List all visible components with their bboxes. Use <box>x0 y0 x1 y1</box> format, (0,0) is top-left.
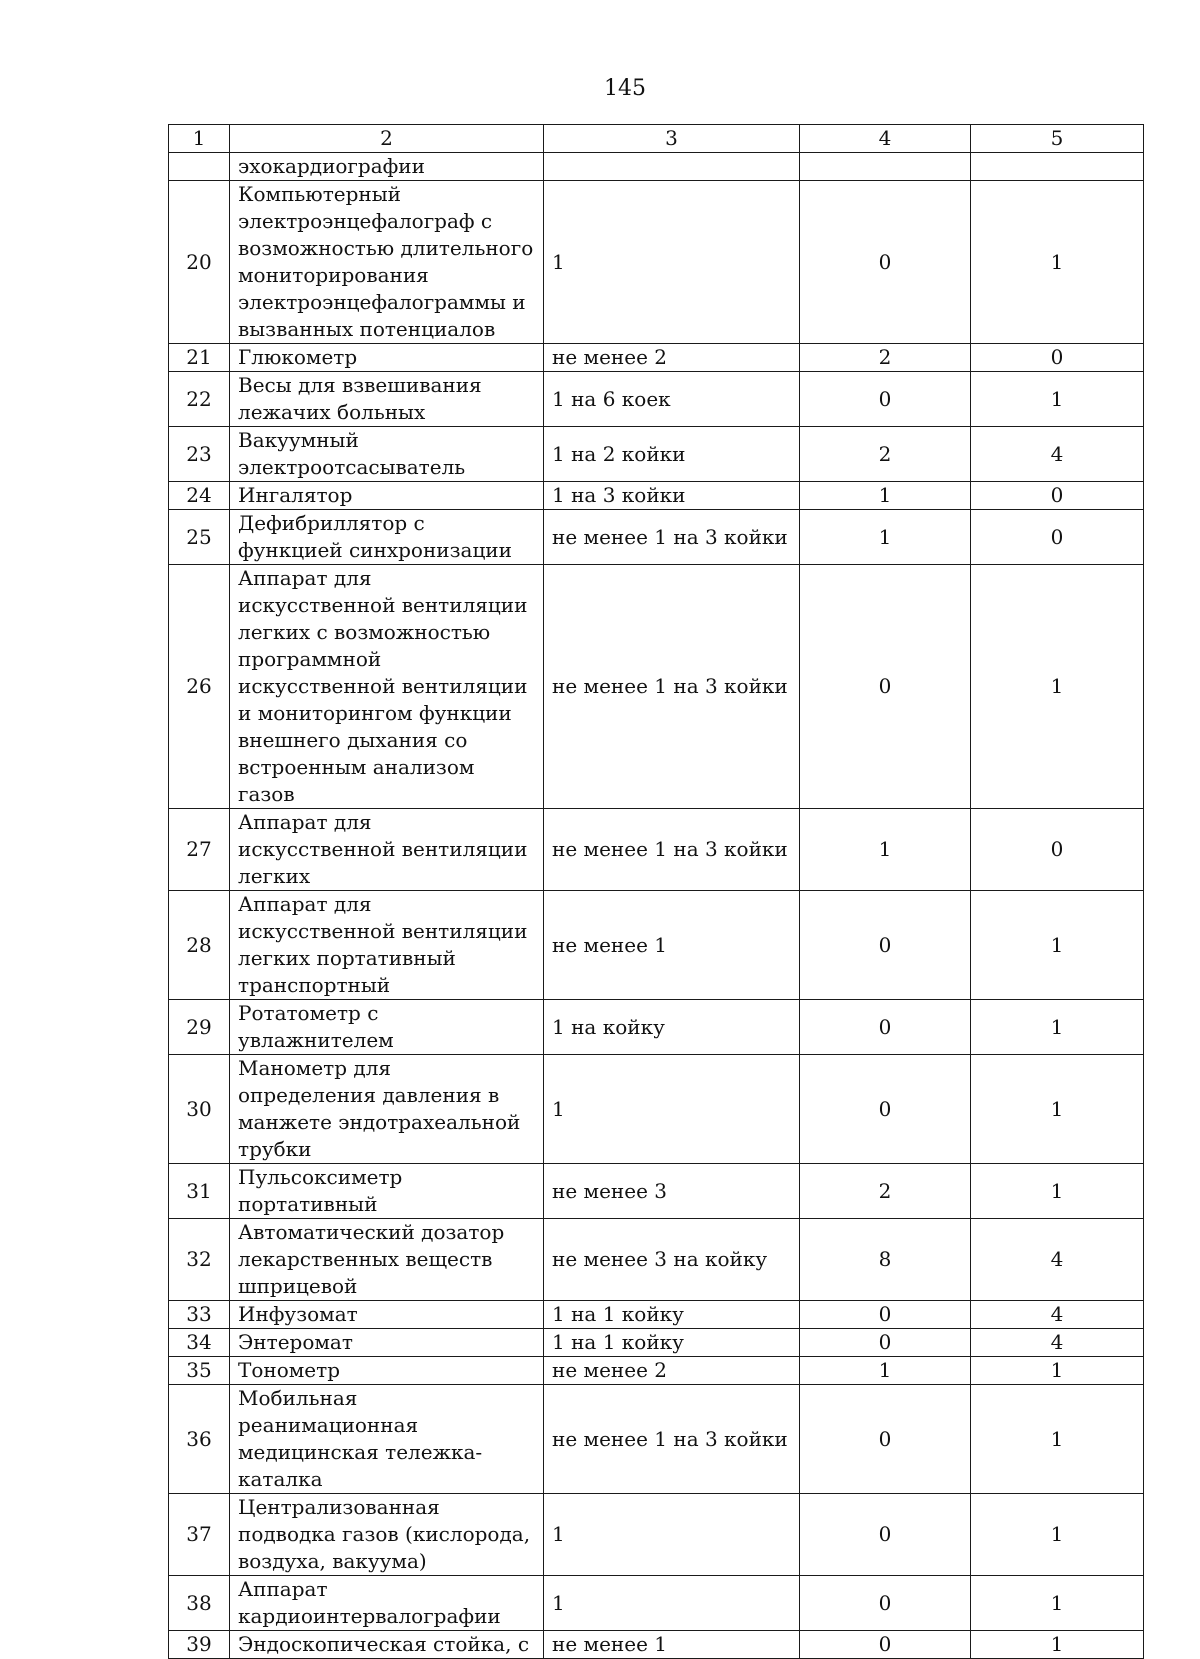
column-4-value-cell: 1 <box>800 482 971 510</box>
row-number-cell: 24 <box>169 482 230 510</box>
requirement-cell: не менее 2 <box>544 344 800 372</box>
equipment-name-cell: Дефибриллятор с функцией синхронизации <box>230 510 544 565</box>
requirement-cell: не менее 1 <box>544 1631 800 1659</box>
row-number-cell <box>169 153 230 181</box>
equipment-name-cell: Централизованная подводка газов (кислорода, воздуха, вакуума) <box>230 1494 544 1576</box>
column-5-value-cell <box>971 153 1144 181</box>
column-4-value-cell: 1 <box>800 510 971 565</box>
requirement-cell: 1 <box>544 1576 800 1631</box>
table-header-row <box>169 125 1144 153</box>
row-number-cell: 27 <box>169 809 230 891</box>
column-4-value-cell: 0 <box>800 1631 971 1659</box>
row-number-cell: 31 <box>169 1164 230 1219</box>
requirement-cell: 1 на койку <box>544 1000 800 1055</box>
column-4-value-cell: 0 <box>800 1055 971 1164</box>
column-5-value-cell: 0 <box>971 482 1144 510</box>
equipment-name-cell: Тонометр <box>230 1357 544 1385</box>
equipment-name-cell: Пульсоксиметр портативный <box>230 1164 544 1219</box>
column-header: 2 <box>230 125 544 153</box>
column-header: 5 <box>971 125 1144 153</box>
column-5-value-cell: 1 <box>971 1164 1144 1219</box>
requirement-cell: 1 на 1 койку <box>544 1329 800 1357</box>
column-5-value-cell: 1 <box>971 1631 1144 1659</box>
row-number-cell: 29 <box>169 1000 230 1055</box>
row-number-cell: 25 <box>169 510 230 565</box>
table-row <box>169 809 1144 891</box>
table-row <box>169 344 1144 372</box>
column-5-value-cell: 1 <box>971 1576 1144 1631</box>
requirement-cell: не менее 1 на 3 койки <box>544 809 800 891</box>
requirement-cell: 1 <box>544 1055 800 1164</box>
row-number-cell: 37 <box>169 1494 230 1576</box>
table-row <box>169 181 1144 344</box>
column-4-value-cell: 0 <box>800 372 971 427</box>
column-5-value-cell: 4 <box>971 1219 1144 1301</box>
requirement-cell: 1 на 3 койки <box>544 482 800 510</box>
equipment-name-cell: Компьютерный электроэнцефалограф с возможностью длительного мониторирования электроэнцефалограммы и вызванных потенциалов <box>230 181 544 344</box>
column-4-value-cell: 2 <box>800 427 971 482</box>
table-row <box>169 427 1144 482</box>
row-number-cell: 22 <box>169 372 230 427</box>
equipment-name-cell: Аппарат для искусственной вентиляции легких <box>230 809 544 891</box>
row-number-cell: 26 <box>169 565 230 809</box>
equipment-name-cell: Манометр для определения давления в манжете эндотрахеальной трубки <box>230 1055 544 1164</box>
table-row <box>169 1357 1144 1385</box>
requirement-cell: не менее 3 <box>544 1164 800 1219</box>
column-5-value-cell: 0 <box>971 344 1144 372</box>
column-5-value-cell: 0 <box>971 510 1144 565</box>
requirement-cell: 1 на 1 койку <box>544 1301 800 1329</box>
table-row <box>169 565 1144 809</box>
requirement-cell: не менее 1 на 3 койки <box>544 565 800 809</box>
column-5-value-cell: 4 <box>971 1301 1144 1329</box>
equipment-name-cell: Аппарат кардиоинтервалографии <box>230 1576 544 1631</box>
column-5-value-cell: 1 <box>971 1055 1144 1164</box>
column-4-value-cell: 0 <box>800 1494 971 1576</box>
requirement-cell: не менее 3 на койку <box>544 1219 800 1301</box>
column-4-value-cell: 0 <box>800 1329 971 1357</box>
requirement-cell: не менее 1 на 3 койки <box>544 1385 800 1494</box>
column-header: 4 <box>800 125 971 153</box>
column-4-value-cell: 1 <box>800 1357 971 1385</box>
column-4-value-cell: 0 <box>800 891 971 1000</box>
table-row <box>169 153 1144 181</box>
column-5-value-cell: 1 <box>971 181 1144 344</box>
column-5-value-cell: 4 <box>971 1329 1144 1357</box>
table-row <box>169 1576 1144 1631</box>
equipment-name-cell: Эндоскопическая стойка, с <box>230 1631 544 1659</box>
equipment-name-cell: Аппарат для искусственной вентиляции легких портативный транспортный <box>230 891 544 1000</box>
equipment-name-cell: Глюкометр <box>230 344 544 372</box>
equipment-name-cell: Весы для взвешивания лежачих больных <box>230 372 544 427</box>
column-4-value-cell: 0 <box>800 1301 971 1329</box>
column-5-value-cell: 1 <box>971 1385 1144 1494</box>
table-row <box>169 372 1144 427</box>
requirement-cell <box>544 153 800 181</box>
table-row <box>169 482 1144 510</box>
row-number-cell: 33 <box>169 1301 230 1329</box>
row-number-cell: 39 <box>169 1631 230 1659</box>
requirement-cell: не менее 1 на 3 койки <box>544 510 800 565</box>
column-5-value-cell: 1 <box>971 1000 1144 1055</box>
column-4-value-cell: 2 <box>800 1164 971 1219</box>
column-5-value-cell: 1 <box>971 1494 1144 1576</box>
column-header: 1 <box>169 125 230 153</box>
column-4-value-cell: 1 <box>800 809 971 891</box>
row-number-cell: 30 <box>169 1055 230 1164</box>
column-5-value-cell: 1 <box>971 891 1144 1000</box>
requirement-cell: 1 <box>544 181 800 344</box>
column-5-value-cell: 1 <box>971 565 1144 809</box>
row-number-cell: 38 <box>169 1576 230 1631</box>
table-row <box>169 1000 1144 1055</box>
column-5-value-cell: 1 <box>971 372 1144 427</box>
requirement-cell: не менее 2 <box>544 1357 800 1385</box>
equipment-name-cell: Инфузомат <box>230 1301 544 1329</box>
row-number-cell: 36 <box>169 1385 230 1494</box>
row-number-cell: 34 <box>169 1329 230 1357</box>
equipment-name-cell: Аппарат для искусственной вентиляции легких с возможностью программной искусственной вентиляции и мониторингом функции внешнего дыхания со встроенным анализом газов <box>230 565 544 809</box>
equipment-name-cell: Вакуумный электроотсасыватель <box>230 427 544 482</box>
column-5-value-cell: 0 <box>971 809 1144 891</box>
row-number-cell: 23 <box>169 427 230 482</box>
row-number-cell: 28 <box>169 891 230 1000</box>
equipment-table <box>168 124 1144 1659</box>
equipment-name-cell: Ротатометр с увлажнителем <box>230 1000 544 1055</box>
column-header: 3 <box>544 125 800 153</box>
row-number-cell: 32 <box>169 1219 230 1301</box>
column-4-value-cell: 0 <box>800 181 971 344</box>
column-4-value-cell: 0 <box>800 565 971 809</box>
requirement-cell: не менее 1 <box>544 891 800 1000</box>
table-row <box>169 1164 1144 1219</box>
table-row <box>169 510 1144 565</box>
table-row <box>169 1494 1144 1576</box>
equipment-name-cell: Автоматический дозатор лекарственных веществ шприцевой <box>230 1219 544 1301</box>
column-4-value-cell: 0 <box>800 1576 971 1631</box>
column-4-value-cell: 0 <box>800 1000 971 1055</box>
column-4-value-cell <box>800 153 971 181</box>
equipment-name-cell: Энтеромат <box>230 1329 544 1357</box>
column-4-value-cell: 8 <box>800 1219 971 1301</box>
table-row <box>169 1385 1144 1494</box>
requirement-cell: 1 на 6 коек <box>544 372 800 427</box>
table-row <box>169 1055 1144 1164</box>
row-number-cell: 20 <box>169 181 230 344</box>
requirement-cell: 1 <box>544 1494 800 1576</box>
column-5-value-cell: 4 <box>971 427 1144 482</box>
page-number: 145 <box>604 76 646 101</box>
equipment-name-cell: Мобильная реанимационная медицинская тележка-каталка <box>230 1385 544 1494</box>
column-5-value-cell: 1 <box>971 1357 1144 1385</box>
row-number-cell: 21 <box>169 344 230 372</box>
equipment-name-cell: Ингалятор <box>230 482 544 510</box>
table-row <box>169 1329 1144 1357</box>
table-row <box>169 1631 1144 1659</box>
table-row <box>169 1301 1144 1329</box>
table-row <box>169 891 1144 1000</box>
row-number-cell: 35 <box>169 1357 230 1385</box>
column-4-value-cell: 2 <box>800 344 971 372</box>
equipment-name-cell: эхокардиографии <box>230 153 544 181</box>
requirement-cell: 1 на 2 койки <box>544 427 800 482</box>
column-4-value-cell: 0 <box>800 1385 971 1494</box>
table-row <box>169 1219 1144 1301</box>
